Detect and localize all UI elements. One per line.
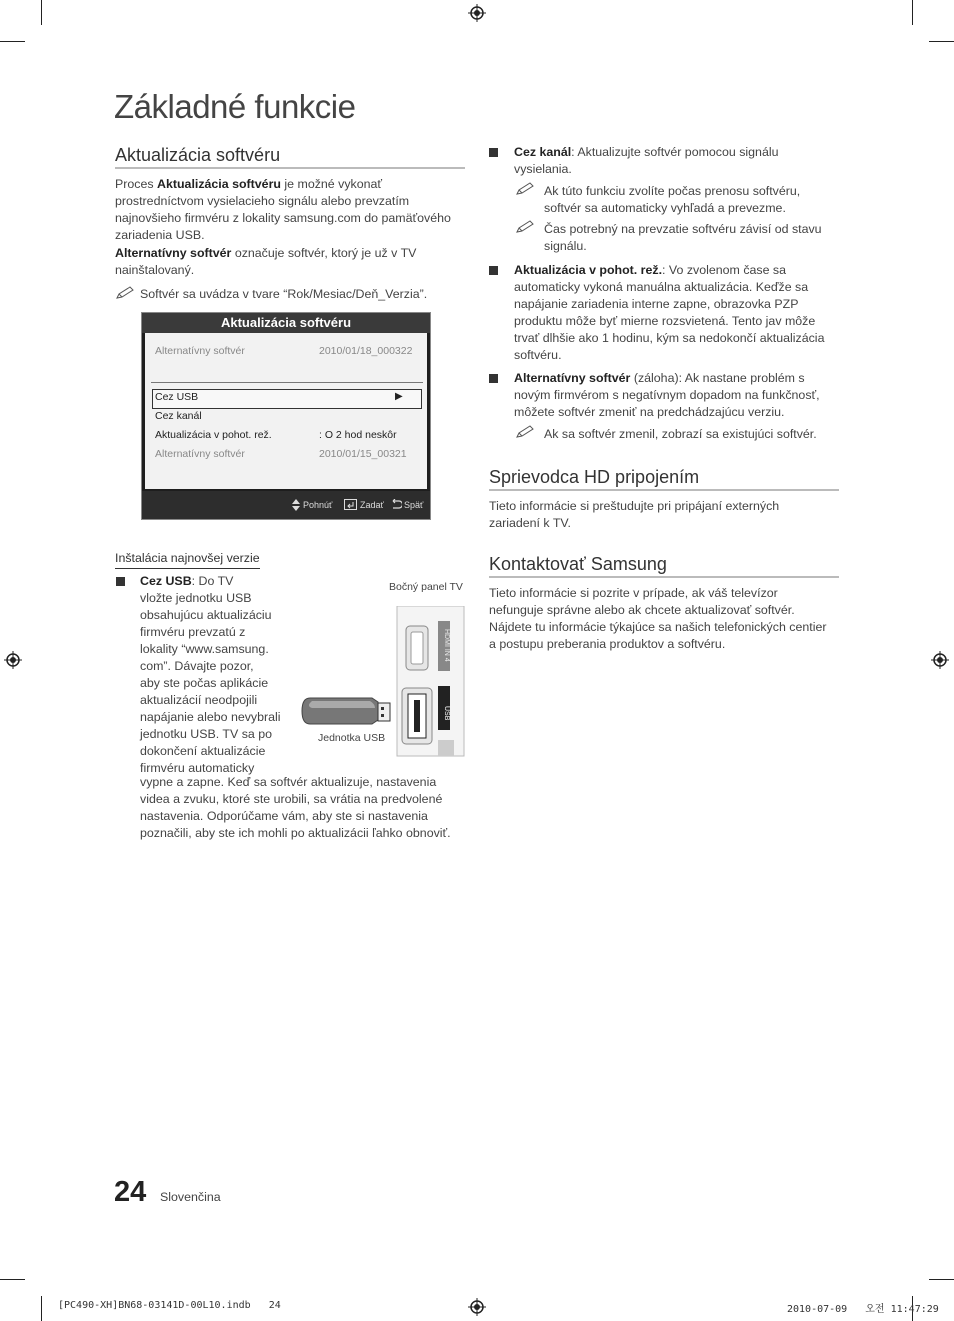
- bullet-square-icon: [489, 374, 498, 383]
- bullet-square-icon: [489, 266, 498, 275]
- crop-mark: [0, 1279, 25, 1280]
- intro-paragraph: Proces Aktualizácia softvéru je možné vykonať prostredníctvom vysielacieho signálu alebo prevzatím najnovšieho firmvéru z lokality samsung.com do pamäťového zariadenia USB.: [115, 177, 451, 242]
- footer-back-label: Späť: [404, 500, 424, 510]
- page-number: 24: [114, 1176, 147, 1208]
- crop-mark: [912, 0, 913, 25]
- alt-software-paragraph: Alternatívny softvér označuje softvér, ktorý je už v TV nainštalovaný.: [115, 246, 417, 277]
- menu-item-cez-kanal[interactable]: Cez kanál: [155, 410, 202, 422]
- pencil-note-icon: [115, 286, 135, 300]
- enter-icon: [344, 499, 357, 510]
- subheading-install: Inštalácia najnovšej verzie: [115, 550, 260, 569]
- menu-row-label: Alternatívny softvér: [155, 448, 245, 460]
- usb-paragraph-narrow: Cez USB: Do TV vložte jednotku USB obsahujúcu aktualizáciu firmvéru prevzatú z lokality “www.samsung. com”. Dávajte pozor, aby ste počas aplikácie aktualizácií neodpojili napájanie alebo nevybrali jednotku USB. TV sa po dokončení aktualizácie firmvéru automaticky: [140, 574, 281, 775]
- menu-item-standby-update[interactable]: Aktualizácia v pohot. rež.: [155, 429, 272, 441]
- contact-paragraph: Tieto informácie si pozrite v prípade, ak váš televízor nefunguje správne alebo ak chcete aktualizovať softvér. Nájdete tu informácie týkajúce sa našich telefonických centier a postupu preberania produktov a softvéru.: [489, 586, 827, 651]
- menu-divider: [151, 382, 423, 383]
- note-auto-download: Ak túto funkciu zvolíte počas prenosu softvéru, softvér sa automaticky vyhľadá a prevezme.: [544, 184, 801, 215]
- menu-row-value: : O 2 hod neskôr: [319, 429, 397, 441]
- crop-mark: [41, 0, 42, 25]
- registration-mark-icon: [931, 651, 949, 669]
- hd-guide-paragraph: Tieto informácie si preštudujte pri pripájaní externých zariadení k TV.: [489, 499, 780, 530]
- menu-row-value: 2010/01/15_00321: [319, 448, 407, 460]
- side-panel-label: Bočný panel TV: [389, 581, 463, 593]
- menu-row-label: Cez USB: [155, 391, 199, 403]
- crop-mark: [41, 1296, 42, 1321]
- menu-row-label: Alternatívny softvér: [155, 345, 245, 357]
- item-standby-update: Aktualizácia v pohot. rež.: Vo zvolenom čase sa automaticky vykoná manuálna aktualizácia. Keďže sa napájanie zariadenia interne zapne, obrazovka PZP produktu môže byť mierne rozsvietená. Tento jav môže trvať dlhšie ako 1 hodinu, kým sa nedokončí aktualizácia softvéru.: [514, 263, 825, 362]
- note-existing-software: Ak sa softvér zmenil, zobrazí sa existujúci softvér.: [544, 427, 817, 441]
- menu-title: Aktualizácia softvéru: [142, 313, 430, 333]
- note-download-time: Čas potrebný na prevzatie softvéru závisí od stavu signálu.: [544, 222, 822, 253]
- menu-footer: [142, 491, 430, 519]
- crop-mark: [929, 1279, 954, 1280]
- language-label: Slovenčina: [160, 1190, 221, 1204]
- item-cez-kanal: Cez kanál: Aktualizujte softvér pomocou signálu vysielania.: [514, 145, 779, 176]
- pencil-note-icon: [515, 425, 535, 439]
- section-heading-contact-samsung: Kontaktovať Samsung: [489, 554, 839, 578]
- footer-timestamp: 2010-07-09 오전 11:47:29: [787, 1304, 939, 1315]
- registration-mark-icon: [4, 651, 22, 669]
- page-title: Základné funkcie: [114, 88, 356, 125]
- crop-mark: [929, 41, 954, 42]
- item-alternative-software: Alternatívny softvér (záloha): Ak nastane problém s novým firmvérom s negatívnym dopadom na funkčnosť, môžete softvér zmeniť na predchádzajúcu verziu.: [514, 371, 820, 419]
- section-heading-software-update: Aktualizácia softvéru: [115, 145, 465, 169]
- port-label-hdmi: HDMI IN 4: [443, 628, 450, 662]
- registration-mark-icon: [468, 1298, 486, 1316]
- return-icon: [390, 499, 402, 510]
- crop-mark: [0, 41, 25, 42]
- footer-move-label: Pohnúť: [303, 500, 333, 510]
- port-label-usb: USB: [443, 706, 450, 721]
- menu-row-value: 2010/01/18_000322: [319, 345, 413, 357]
- chevron-right-icon: ▶: [395, 391, 403, 402]
- section-heading-hd-guide: Sprievodca HD pripojením: [489, 467, 839, 491]
- registration-mark-icon: [468, 4, 486, 22]
- pencil-note-icon: [515, 220, 535, 234]
- footer-file-name: [PC490-XH]BN68-03141D-00L10.indb 24: [58, 1300, 281, 1311]
- format-note: Softvér sa uvádza v tvare “Rok/Mesiac/Deň_Verzia”.: [140, 287, 428, 301]
- usb-drive-label: Jednotka USB: [318, 732, 386, 744]
- pencil-note-icon: [515, 182, 535, 196]
- up-down-arrow-icon: [292, 499, 300, 511]
- bullet-square-icon: [116, 577, 125, 586]
- software-update-menu: [141, 312, 431, 520]
- bullet-square-icon: [489, 148, 498, 157]
- menu-body: [145, 333, 427, 489]
- footer-enter-label: Zadať: [360, 500, 384, 510]
- usb-paragraph-wide: vypne a zapne. Keď sa softvér aktualizuje, nastavenia videa a zvuku, ktoré ste urobili, sa vrátia na predvolené nastavenia. Odporúčame vám, aby ste si nastavenia poznačili, aby ste ich mohli po aktualizácii ľahko obnoviť.: [140, 775, 451, 840]
